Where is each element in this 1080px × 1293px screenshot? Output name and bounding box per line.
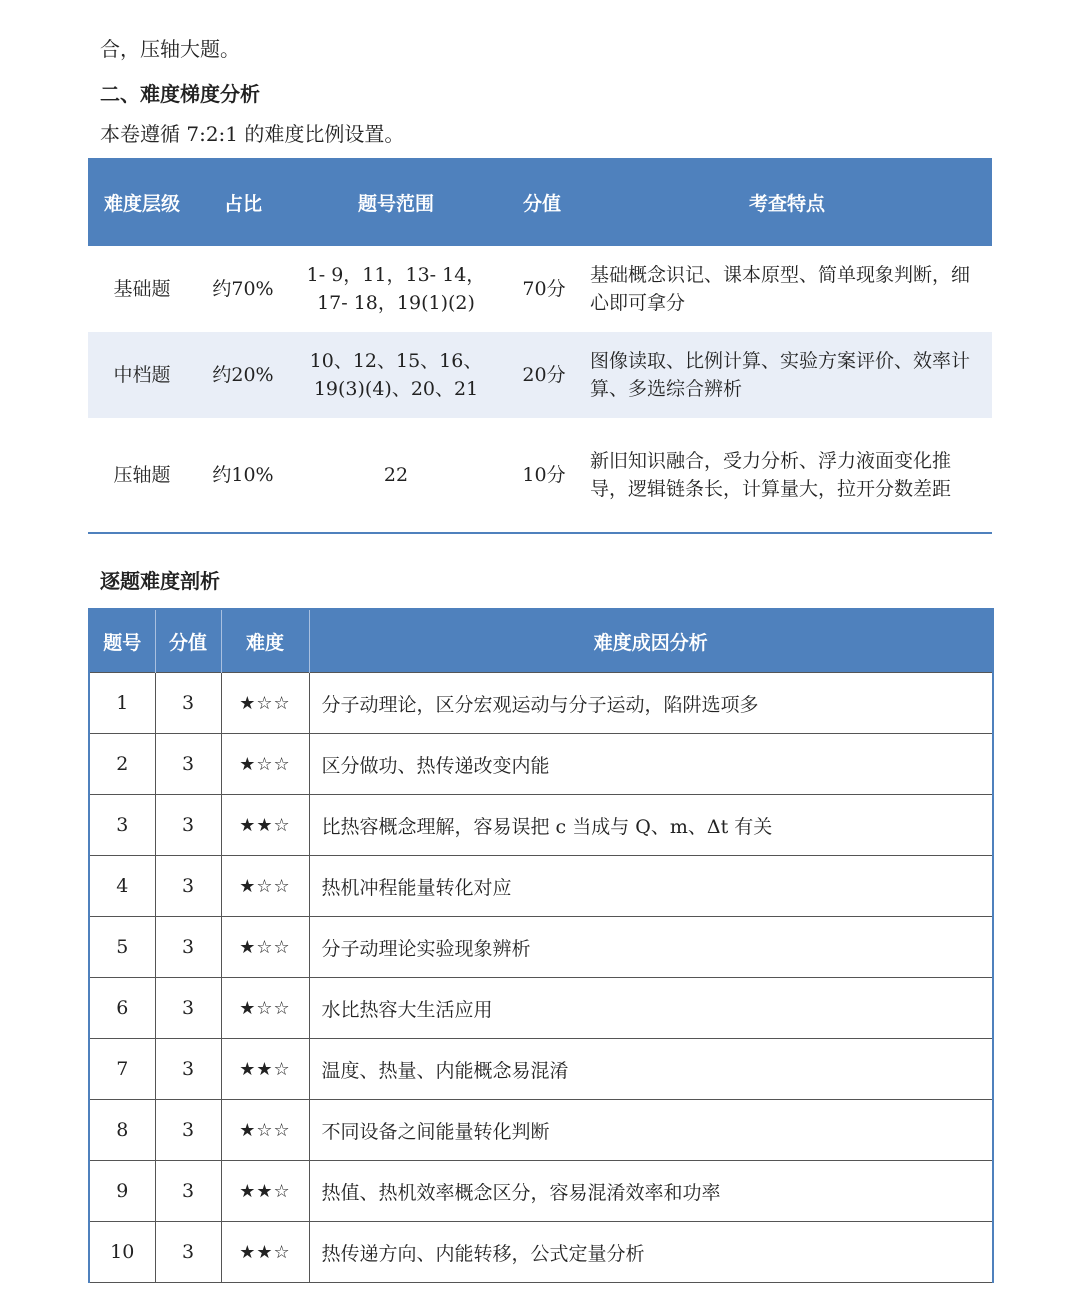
question-no-cell: 8 (89, 1100, 155, 1161)
analysis-cell: 分子动理论，区分宏观运动与分子运动，陷阱选项多 (309, 673, 993, 734)
difficulty-stars: ★☆☆ (221, 734, 309, 795)
score-cell: 3 (155, 1222, 221, 1283)
section-heading: 二、难度梯度分析 (100, 82, 260, 106)
difficulty-stars: ★☆☆ (221, 856, 309, 917)
analysis-cell: 区分做功、热传递改变内能 (309, 734, 993, 795)
score-cell: 3 (155, 856, 221, 917)
sub-heading: 逐题难度剖析 (100, 569, 220, 593)
table-row (89, 856, 993, 917)
score-cell: 3 (155, 795, 221, 856)
ratio-cell: 约20% (196, 332, 290, 418)
difficulty-stars: ★★☆ (221, 1222, 309, 1283)
question-no-cell: 4 (89, 856, 155, 917)
question-no-cell: 6 (89, 978, 155, 1039)
intro-text: 本卷遵循 7:2:1 的难度比例设置。 (100, 122, 405, 146)
feature-cell: 图像读取、比例计算、实验方案评价、效率计算、多选综合辨析 (582, 332, 992, 418)
score-cell: 70分 (502, 246, 582, 332)
table-row (89, 673, 993, 734)
level-cell: 基础题 (88, 246, 196, 332)
score-cell: 3 (155, 917, 221, 978)
difficulty-stars: ★★☆ (221, 1039, 309, 1100)
score-cell: 3 (155, 673, 221, 734)
question-no-cell: 3 (89, 795, 155, 856)
header-range: 题号范围 (290, 158, 502, 246)
ratio-cell: 约70% (196, 246, 290, 332)
header-ratio: 占比 (196, 158, 290, 246)
difficulty-stars: ★★☆ (221, 795, 309, 856)
table-row (89, 1161, 993, 1222)
table-row (89, 1222, 993, 1283)
difficulty-stars: ★☆☆ (221, 673, 309, 734)
level-cell: 中档题 (88, 332, 196, 418)
header-score: 分值 (155, 609, 221, 673)
table-header-row (88, 158, 992, 246)
table-row (89, 734, 993, 795)
question-no-cell: 10 (89, 1222, 155, 1283)
score-cell: 3 (155, 1100, 221, 1161)
header-difficulty: 难度 (221, 609, 309, 673)
difficulty-stars: ★★☆ (221, 1161, 309, 1222)
difficulty-stars: ★☆☆ (221, 1100, 309, 1161)
question-no-cell: 9 (89, 1161, 155, 1222)
header-level: 难度层级 (88, 158, 196, 246)
table-row (88, 246, 992, 332)
analysis-cell: 水比热容大生活应用 (309, 978, 993, 1039)
table-row (89, 1039, 993, 1100)
header-question-no: 题号 (89, 609, 155, 673)
ratio-cell: 约10% (196, 418, 290, 533)
analysis-cell: 比热容概念理解，容易误把 c 当成与 Q、m、Δt 有关 (309, 795, 993, 856)
score-cell: 3 (155, 978, 221, 1039)
range-cell: 1- 9，11，13- 14，17- 18，19(1)(2) (290, 246, 502, 332)
header-score: 分值 (502, 158, 582, 246)
table-row (89, 795, 993, 856)
table-row (89, 917, 993, 978)
question-no-cell: 7 (89, 1039, 155, 1100)
header-analysis: 难度成因分析 (309, 609, 993, 673)
level-cell: 压轴题 (88, 418, 196, 533)
table-row (88, 332, 992, 418)
table-header-row (89, 609, 993, 673)
score-cell: 3 (155, 1161, 221, 1222)
feature-cell: 新旧知识融合，受力分析、浮力液面变化推导，逻辑链条长，计算量大，拉开分数差距 (582, 418, 992, 533)
analysis-cell: 热机冲程能量转化对应 (309, 856, 993, 917)
analysis-cell: 热传递方向、内能转移，公式定量分析 (309, 1222, 993, 1283)
continued-text-line: 合，压轴大题。 (100, 37, 240, 61)
analysis-cell: 不同设备之间能量转化判断 (309, 1100, 993, 1161)
score-cell: 3 (155, 734, 221, 795)
range-cell: 10、12、15、16、19(3)(4)、20、21 (290, 332, 502, 418)
table-row (89, 1100, 993, 1161)
score-cell: 20分 (502, 332, 582, 418)
range-cell: 22 (290, 418, 502, 533)
score-cell: 3 (155, 1039, 221, 1100)
difficulty-gradient-table (88, 158, 992, 534)
per-question-difficulty-table (88, 608, 994, 1283)
difficulty-stars: ★☆☆ (221, 917, 309, 978)
question-no-cell: 5 (89, 917, 155, 978)
question-no-cell: 1 (89, 673, 155, 734)
score-cell: 10分 (502, 418, 582, 533)
table-row (89, 978, 993, 1039)
analysis-cell: 分子动理论实验现象辨析 (309, 917, 993, 978)
header-feature: 考查特点 (582, 158, 992, 246)
table-row (88, 418, 992, 533)
difficulty-stars: ★☆☆ (221, 978, 309, 1039)
analysis-cell: 温度、热量、内能概念易混淆 (309, 1039, 993, 1100)
analysis-cell: 热值、热机效率概念区分，容易混淆效率和功率 (309, 1161, 993, 1222)
question-no-cell: 2 (89, 734, 155, 795)
feature-cell: 基础概念识记、课本原型、简单现象判断，细心即可拿分 (582, 246, 992, 332)
